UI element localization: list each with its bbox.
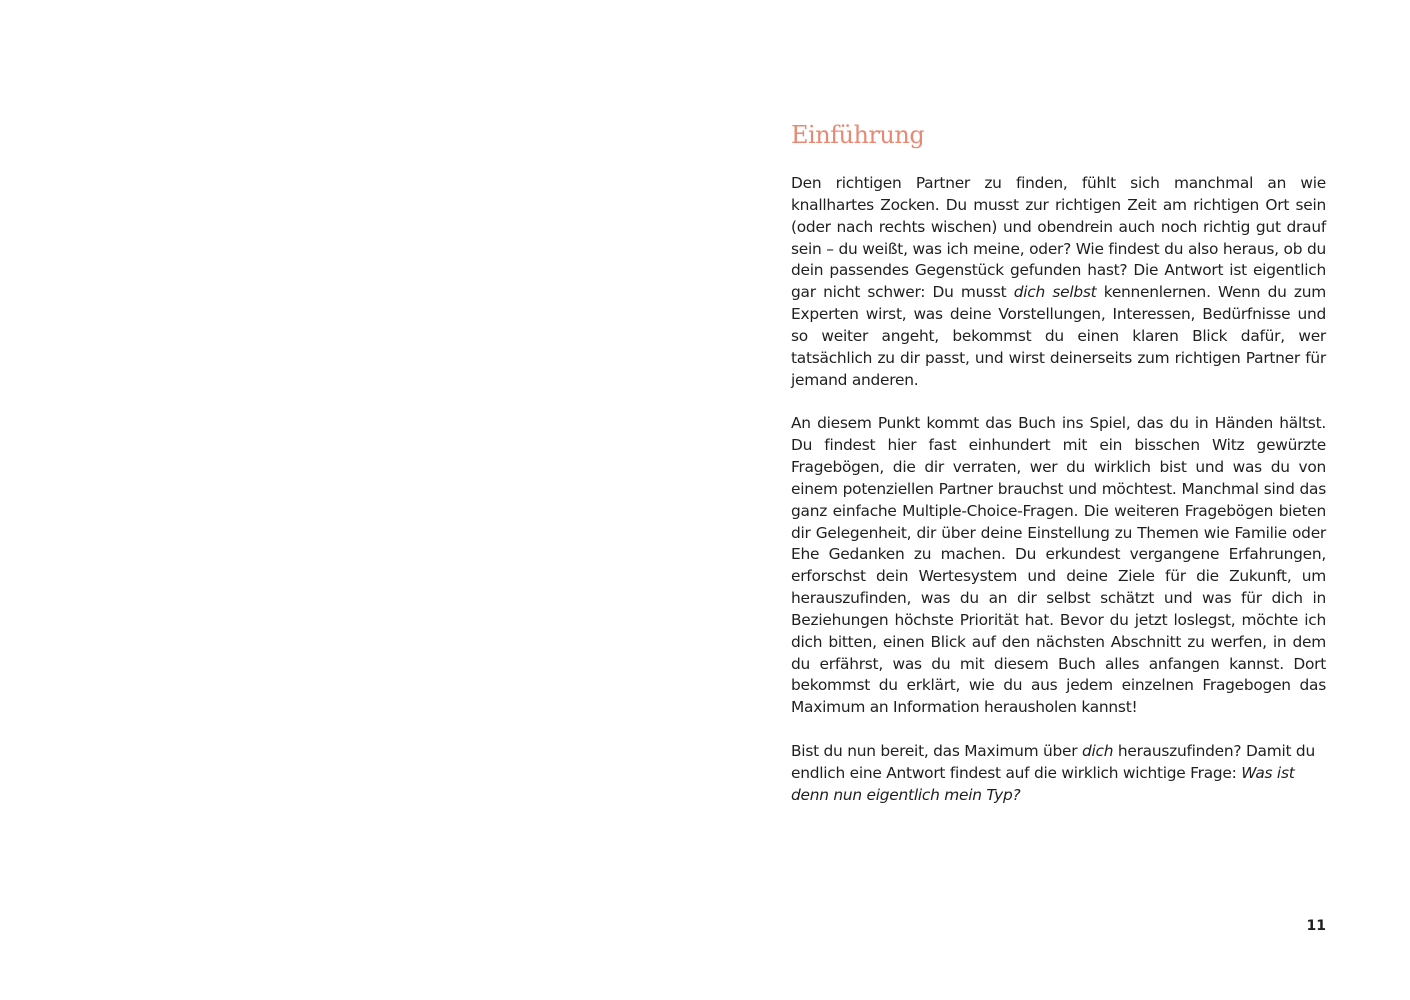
body-text bbox=[791, 173, 1326, 828]
paragraph-3 bbox=[791, 741, 1326, 807]
page-number: 11 bbox=[1306, 918, 1326, 934]
paragraph-1-part-a: Den richtigen Partner zu finden, fühlt sich manchmal an wie knallhartes Zocken. Du musst zur richtigen Zeit am richtigen Ort sein (oder nach rechts wischen) und obendrein auch noch richtig gut drauf sein – du weißt, was ich meine, oder? Wie findest du also heraus, ob du dein passendes Gegenstück gefunden hast? Die Antwort ist eigentlich gar nicht schwer: Du musst bbox=[791, 174, 1326, 302]
paragraph-2: An diesem Punkt kommt das Buch ins Spiel, das du in Händen hältst. Du findest hier fast einhundert mit ein bisschen Witz gewürzte Fragebögen, die dir verraten, wer du wirklich bist und was du von einem potenziellen Partner brauchst und möchtest. Manchmal sind das ganz einfache Multiple-Choice-Fragen. Die weiteren Fragebögen bieten dir Gelegenheit, dir über deine Einstellung zu Themen wie Familie oder Ehe Gedanken zu machen. Du erkundest vergangene Erfahrungen, erforschst dein Wertesystem und deine Ziele für die Zukunft, um herauszufinden, was du an dir selbst schätzt und was für dich in Beziehungen höchste Priorität hat. Bevor du jetzt loslegst, möchte ich dich bitten, einen Blick auf den nächsten Abschnitt zu werfen, in dem du erfährst, was du mit diesem Buch alles anfangen kannst. Dort bekommst du erklärt, wie du aus jedem einzelnen Fragebogen das Maximum an Information herausholen kannst! bbox=[791, 414, 1326, 717]
paragraph-3-emphasis-1: dich bbox=[1081, 741, 1114, 760]
paragraph-1-part-b: kennenlernen. Wenn du zum Experten wirst, was deine Vorstellungen, Interessen, Bedürfnisse und so weiter angeht, bekommst du einen klaren Blick dafür, wer tatsächlich zu dir passt, und wirst deinerseits zum richtigen Partner für jemand anderen. bbox=[791, 283, 1326, 389]
paragraph-1-emphasis: dich selbst bbox=[1013, 283, 1097, 302]
paragraph-3-part-b: herauszufinden? Damit du endlich eine Antwort findest auf die wirklich wichtige Frage: bbox=[791, 741, 1315, 782]
paragraph-3-emphasis-2: Was ist denn nun eigentlich mein Typ? bbox=[791, 763, 1295, 804]
paragraph-1 bbox=[791, 173, 1326, 391]
chapter-heading: Einführung bbox=[791, 121, 925, 149]
paragraph-3-part-a: Bist du nun bereit, das Maximum über bbox=[791, 741, 1082, 760]
right-page bbox=[705, 0, 1410, 1000]
